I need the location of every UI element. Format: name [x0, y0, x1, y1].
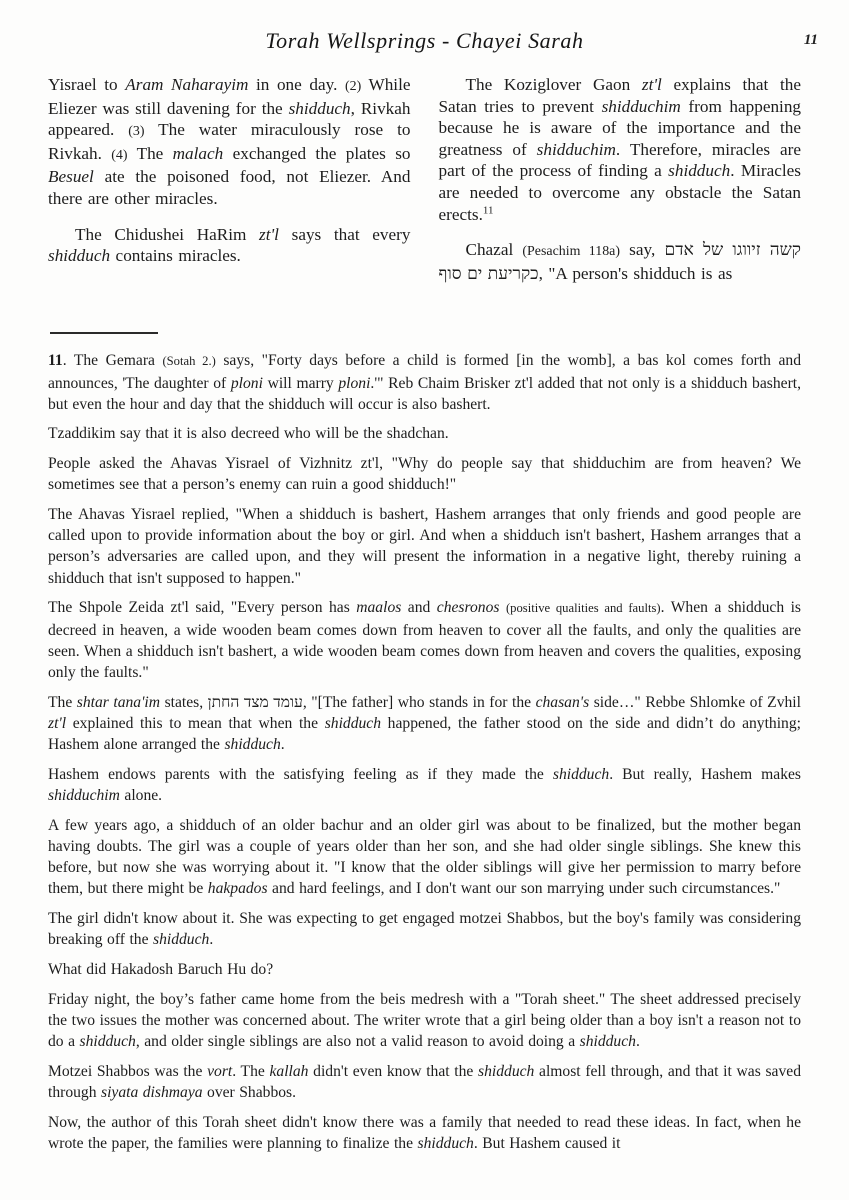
right-column: [439, 74, 802, 298]
text-segment: 11: [48, 352, 63, 370]
footnote-paragraph: People asked the Ahavas Yisrael of Vizhnitz zt'l, "Why do people say that shidduchim are from heaven? We sometimes see that a person’s enemy can ruin a good shidduch!": [48, 455, 801, 494]
footnote-paragraph: Now, the author of this Torah sheet didn't know there was a family that needed to read these ideas. In fact, when he wrote the paper, the families were planning to finalize the shidduch. But Hashem caused it: [48, 1113, 801, 1152]
text-segment: vort: [207, 1062, 233, 1080]
text-segment: shidduch: [478, 1062, 535, 1080]
text-segment: shidduch: [288, 98, 351, 118]
text-segment: shidduch: [153, 931, 210, 949]
text-segment: ploni: [338, 374, 371, 392]
hebrew-text: קשה זיווגו של אדם כקריעת ים סוף: [438, 240, 801, 283]
text-segment: zt'l: [259, 224, 279, 244]
text-segment: (2): [344, 79, 362, 94]
text-segment: shidduchim: [601, 96, 681, 116]
hebrew-text: עומד מצד החתן: [207, 693, 303, 711]
body-paragraph: Chazal (Pesachim 118a) say, קשה זיווגו של אדם כקריעת ים סוף, "A person's shidduch is as: [438, 240, 801, 283]
footnote-paragraph: Tzaddikim say that it is also decreed who will be the shadchan.: [48, 425, 449, 443]
body-columns: [48, 74, 801, 298]
text-segment: shidduch: [48, 246, 111, 266]
footnote-paragraph: Friday night, the boy’s father came home from the beis medresh with a "Torah sheet." The sheet addressed precisely the two issues the mother was concerned about. The writer wrote that a girl being older than a boy isn't a reason not to do a shidduch, and older single siblings are also not a valid reason to avoid doing a shidduch.: [48, 990, 801, 1051]
text-segment: (positive qualities and faults): [505, 601, 661, 616]
page-title: Torah Wellsprings - Chayei Sarah: [265, 28, 584, 53]
text-segment: shidduch: [79, 1033, 136, 1051]
text-segment: shidduch: [324, 714, 382, 732]
footnote-reference: 11: [482, 203, 494, 216]
text-segment: chesronos: [436, 599, 500, 617]
text-segment: malach: [172, 143, 224, 163]
text-segment: ploni: [230, 374, 263, 392]
text-segment: maalos: [356, 599, 402, 617]
text-segment: shidduchim: [48, 787, 120, 804]
footnote-paragraph: 11. The Gemara (Sotah 2.) says, "Forty days before a child is formed [in the womb], a bas kol comes forth and announces, 'The daughter of ploni will marry ploni.'" Reb Chaim Brisker zt'l added that not only is a shidduch bashert, but even the hour and day that the shidduch will occur is also bashert.: [48, 352, 801, 413]
text-segment: shidduch: [224, 736, 281, 754]
page-header: [0, 0, 849, 58]
text-segment: zt'l: [48, 714, 67, 732]
text-segment: zt'l: [641, 75, 662, 94]
footnote-paragraph: The Ahavas Yisrael replied, "When a shidduch is bashert, Hashem arranges that only friends and good people are called upon to provide information about the boy or girl. And when a shidduch isn't bashert, Hashem arranges that a person’s adversaries are called upon, and they will present the information in a negative light, thereby ruining a shidduch that isn't supposed to happen.": [48, 506, 801, 587]
footnote-paragraph: The shtar tana'im states, עומד מצד החתן, "[The father] who stands in for the chasan's side…" Rebbe Shlomke of Zvhil zt'l explained this to mean that when the shidduch happened, the father stood on the side and didn’t do anything; Hashem alone arranged the shidduch.: [48, 693, 801, 754]
text-segment: hakpados: [207, 880, 268, 898]
text-segment: shidduch: [668, 161, 731, 181]
footnote-paragraph: The girl didn't know about it. She was expecting to get engaged motzei Shabbos, but the boy's family was considering breaking off the shidduch.: [48, 910, 801, 949]
body-paragraph: Yisrael to Aram Naharayim in one day. (2) While Eliezer was still davening for the shidduch, Rivkah appeared. (3) The water miraculously rose to Rivkah. (4) The malach exchanged the plates so Besuel ate the poisoned food, not Eliezer. And there are other miracles.: [48, 75, 411, 208]
text-segment: (Pesachim 118a): [522, 244, 620, 260]
footnote-paragraph: The Shpole Zeida zt'l said, "Every person has maalos and chesronos (positive qualities and faults). When a shidduch is decreed in heaven, a wide wooden beam comes down from heaven to cover all the faults, and only the qualities are seen. When a shidduch isn't bashert, a wide wooden beam comes down from heaven and covers the qualities, exposing only the faults.": [48, 599, 801, 681]
text-segment: shtar tana'im: [76, 693, 161, 711]
footnote-paragraph: Hashem endows parents with the satisfying feeling as if they made the shidduch. But really, Hashem makes shidduchim alone.: [48, 765, 802, 804]
text-segment: kallah: [269, 1062, 309, 1080]
footnote-paragraph: What did Hakadosh Baruch Hu do?: [48, 960, 274, 978]
text-segment: (Sotah 2.): [162, 354, 216, 369]
left-column: [48, 74, 411, 298]
text-segment: Aram Naharayim: [125, 75, 249, 94]
body-paragraph: The Chidushei HaRim zt'l says that every shidduch contains miracles.: [48, 224, 411, 266]
body-paragraph: The Koziglover Gaon zt'l explains that the Satan tries to prevent shidduchim from happening because he is aware of the importance and the greatness of shidduchim. Therefore, miracles are part of the process of finding a shidduch. Miracles are needed to overcome any obstacle the Satan erects.$^{11}$: [438, 75, 802, 224]
text-segment: shidduchim: [536, 139, 616, 159]
text-segment: shidduch: [579, 1033, 636, 1051]
footnote-paragraph: Motzei Shabbos was the vort. The kallah didn't even know that the shidduch almost fell through, and that it was saved through siyata dishmaya over Shabbos.: [48, 1062, 801, 1101]
text-segment: siyata dishmaya: [101, 1083, 203, 1101]
text-segment: shidduch: [552, 765, 610, 783]
page-number: 11: [803, 32, 818, 48]
text-segment: shidduch: [417, 1134, 474, 1152]
text-segment: Besuel: [48, 167, 94, 187]
footnotes-section: [48, 350, 801, 1154]
footnote-paragraph: A few years ago, a shidduch of an older bachur and an older girl was about to be finalized, but the mother began having doubts. The girl was a couple of years older than her son, and she had older single siblings. She knew this before, but now she was worrying about it. "I know that the older siblings will give her permission to marry before them, but there might be hakpados and hard feelings, and I don't want our son marrying under such circumstances.": [48, 816, 801, 898]
text-segment: chasan's: [535, 693, 590, 711]
text-segment: (4): [111, 147, 128, 163]
text-segment: (3): [128, 124, 145, 140]
footnote-separator: [50, 332, 158, 334]
